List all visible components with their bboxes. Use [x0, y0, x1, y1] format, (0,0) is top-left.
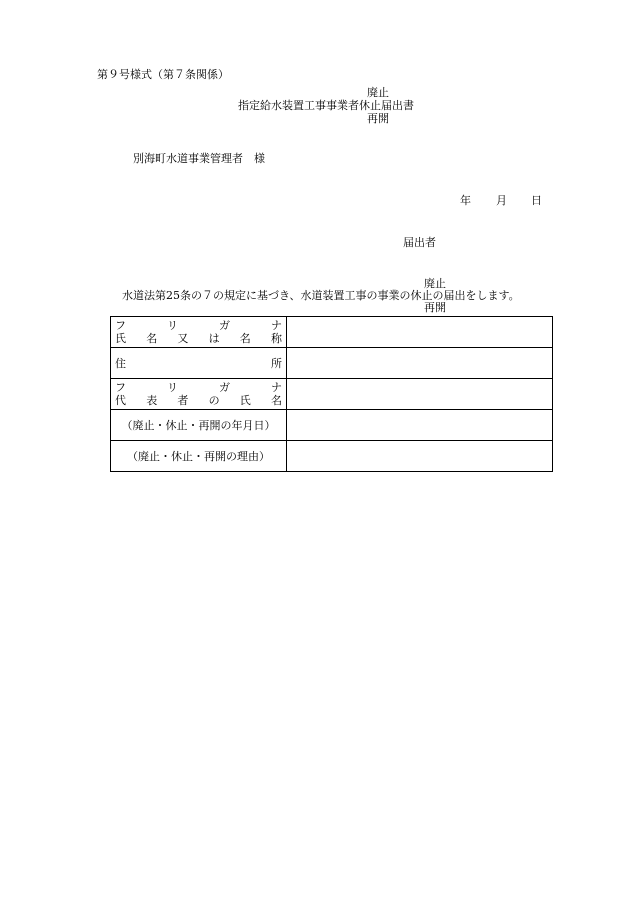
- date-month-label: 月: [496, 194, 507, 207]
- title-option-resume: 再開: [367, 112, 389, 125]
- statement-option-resume: 再開: [424, 301, 446, 314]
- representative-value-cell[interactable]: [287, 379, 553, 410]
- name-or-title-label: 氏 名 又 は 名 称: [115, 332, 282, 345]
- table-row: [111, 348, 553, 379]
- statement-text: 水道法第25条の７の規定に基づき、水道装置工事の事業の休止の届出をします。: [122, 289, 520, 302]
- table-row: [111, 441, 553, 472]
- representative-name-label: 代 表 者 の 氏 名: [115, 394, 282, 407]
- date-change-value-cell[interactable]: [287, 410, 553, 441]
- reason-value-cell[interactable]: [287, 441, 553, 472]
- applicant-label: 届出者: [403, 236, 436, 249]
- notification-table: [110, 316, 553, 472]
- date-year-label: 年: [460, 194, 471, 207]
- date-day-label: 日: [531, 194, 542, 207]
- table-row: [111, 379, 553, 410]
- date-change-label: （廃止・休止・再開の年月日）: [111, 410, 287, 441]
- representative-label: [111, 379, 287, 410]
- addressee: 別海町水道事業管理者 様: [133, 152, 265, 165]
- name-label: [111, 317, 287, 348]
- table-row: [111, 317, 553, 348]
- form-number: 第９号様式（第７条関係）: [97, 68, 229, 81]
- reason-label: （廃止・休止・再開の理由）: [111, 441, 287, 472]
- furigana-label: フ リ ガ ナ: [115, 319, 282, 332]
- title-option-abolish: 廃止: [367, 86, 389, 99]
- table-row: [111, 410, 553, 441]
- name-value-cell[interactable]: [287, 317, 553, 348]
- address-label: 住 所: [111, 348, 287, 379]
- page-title: 指定給水装置工事事業者休止届出書: [238, 99, 414, 112]
- address-value-cell[interactable]: [287, 348, 553, 379]
- representative-furigana-label: フ リ ガ ナ: [115, 381, 282, 394]
- statement-option-abolish: 廃止: [424, 277, 446, 290]
